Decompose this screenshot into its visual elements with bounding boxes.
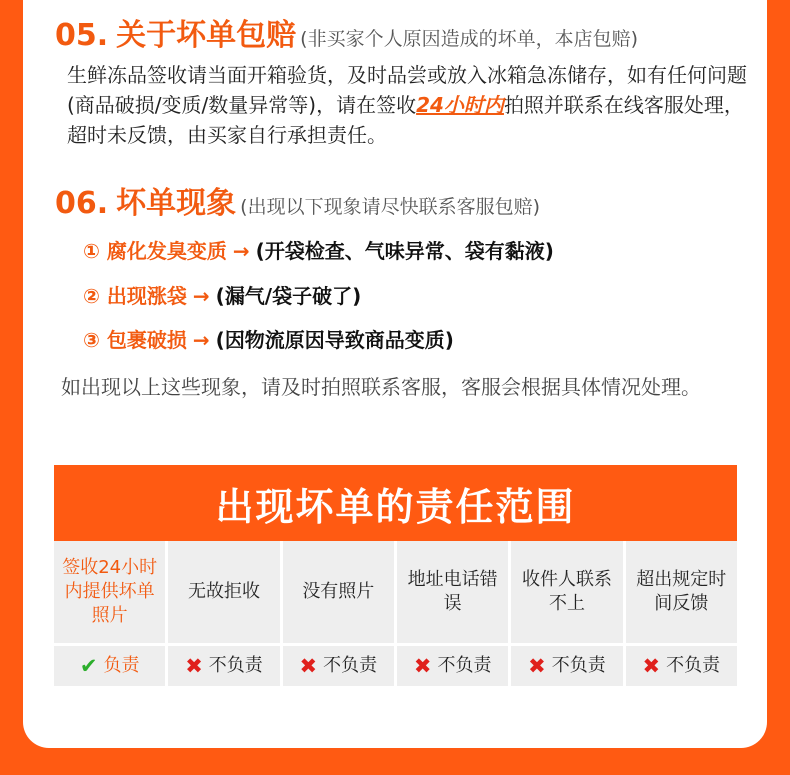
section6-note: (出现以下现象请尽快联系客服包赔) bbox=[240, 196, 540, 218]
right-arrow-icon: → bbox=[232, 239, 250, 263]
table-value-cell bbox=[511, 646, 625, 689]
section5-highlight: 24小时内 bbox=[416, 93, 504, 117]
responsibility-table bbox=[54, 541, 737, 689]
check-icon: ✔ bbox=[79, 654, 98, 678]
symptom-item bbox=[83, 280, 361, 309]
cross-icon: ✖ bbox=[642, 654, 661, 678]
symptom-item bbox=[83, 324, 454, 353]
table-header-cell: 收件人联系不上 bbox=[511, 541, 625, 646]
symptom-desc: (开袋检查、气味异常、袋有黏液) bbox=[255, 239, 554, 263]
table-value-row bbox=[54, 646, 737, 689]
symptom-label: ② 出现涨袋 bbox=[83, 284, 187, 308]
section5-paragraph bbox=[67, 60, 757, 150]
cross-icon: ✖ bbox=[299, 654, 318, 678]
symptom-item bbox=[83, 235, 554, 264]
section6-footer: 如出现以上这些现象，请及时拍照联系客服，客服会根据具体情况处理。 bbox=[61, 375, 701, 399]
cross-icon: ✖ bbox=[413, 654, 432, 678]
value-text: 不负责 bbox=[323, 655, 378, 676]
section6-title: 坏单现象 bbox=[116, 186, 237, 221]
table-value-cell bbox=[397, 646, 511, 689]
cross-icon: ✖ bbox=[528, 654, 546, 678]
section5-note: (非买家个人原因造成的坏单，本店包赔) bbox=[300, 28, 638, 50]
right-arrow-icon: → bbox=[192, 328, 210, 352]
content-card bbox=[23, 0, 767, 748]
table-header-row bbox=[54, 541, 737, 646]
section6-heading bbox=[55, 178, 540, 222]
table-value-cell bbox=[168, 646, 282, 689]
section5-text-before: 生鲜冻品签收请当面开箱验货，及时品尝或放入冰箱急冻储存，如有任何问题(商品破损/变质/数量异常等)，请在签收 bbox=[67, 63, 747, 117]
section5-heading bbox=[55, 10, 638, 54]
value-text: 不负责 bbox=[208, 655, 263, 676]
section5-number: 05. bbox=[55, 18, 109, 53]
table-header-cell: 超出规定时间反馈 bbox=[626, 541, 737, 646]
symptom-label: ① 腐化发臭变质 bbox=[83, 239, 227, 263]
section5-title: 关于坏单包赔 bbox=[116, 18, 297, 53]
value-text: 不负责 bbox=[551, 655, 606, 676]
table-header-cell: 签收24小时内提供坏单照片 bbox=[54, 541, 168, 646]
value-text: 负责 bbox=[103, 655, 140, 676]
symptom-desc: (漏气/袋子破了) bbox=[215, 284, 362, 308]
right-arrow-icon: → bbox=[192, 284, 210, 308]
table-header-cell: 地址电话错误 bbox=[397, 541, 511, 646]
section6-number: 06. bbox=[55, 186, 109, 221]
section5-text-after: 拍照并联系在线客服处理，超时未反馈，由买家自行承担责任。 bbox=[67, 93, 744, 147]
table-value-cell bbox=[283, 646, 397, 689]
cross-icon: ✖ bbox=[185, 654, 203, 678]
table-header-cell: 无故拒收 bbox=[168, 541, 282, 646]
table-value-cell bbox=[626, 646, 737, 689]
value-text: 不负责 bbox=[666, 655, 721, 676]
symptom-label: ③ 包裹破损 bbox=[83, 328, 187, 352]
table-header-cell: 没有照片 bbox=[283, 541, 397, 646]
symptom-desc: (因物流原因导致商品变质) bbox=[215, 328, 454, 352]
table-value-cell bbox=[54, 646, 168, 689]
responsibility-banner: 出现坏单的责任范围 bbox=[54, 465, 737, 541]
value-text: 不负责 bbox=[437, 655, 492, 676]
